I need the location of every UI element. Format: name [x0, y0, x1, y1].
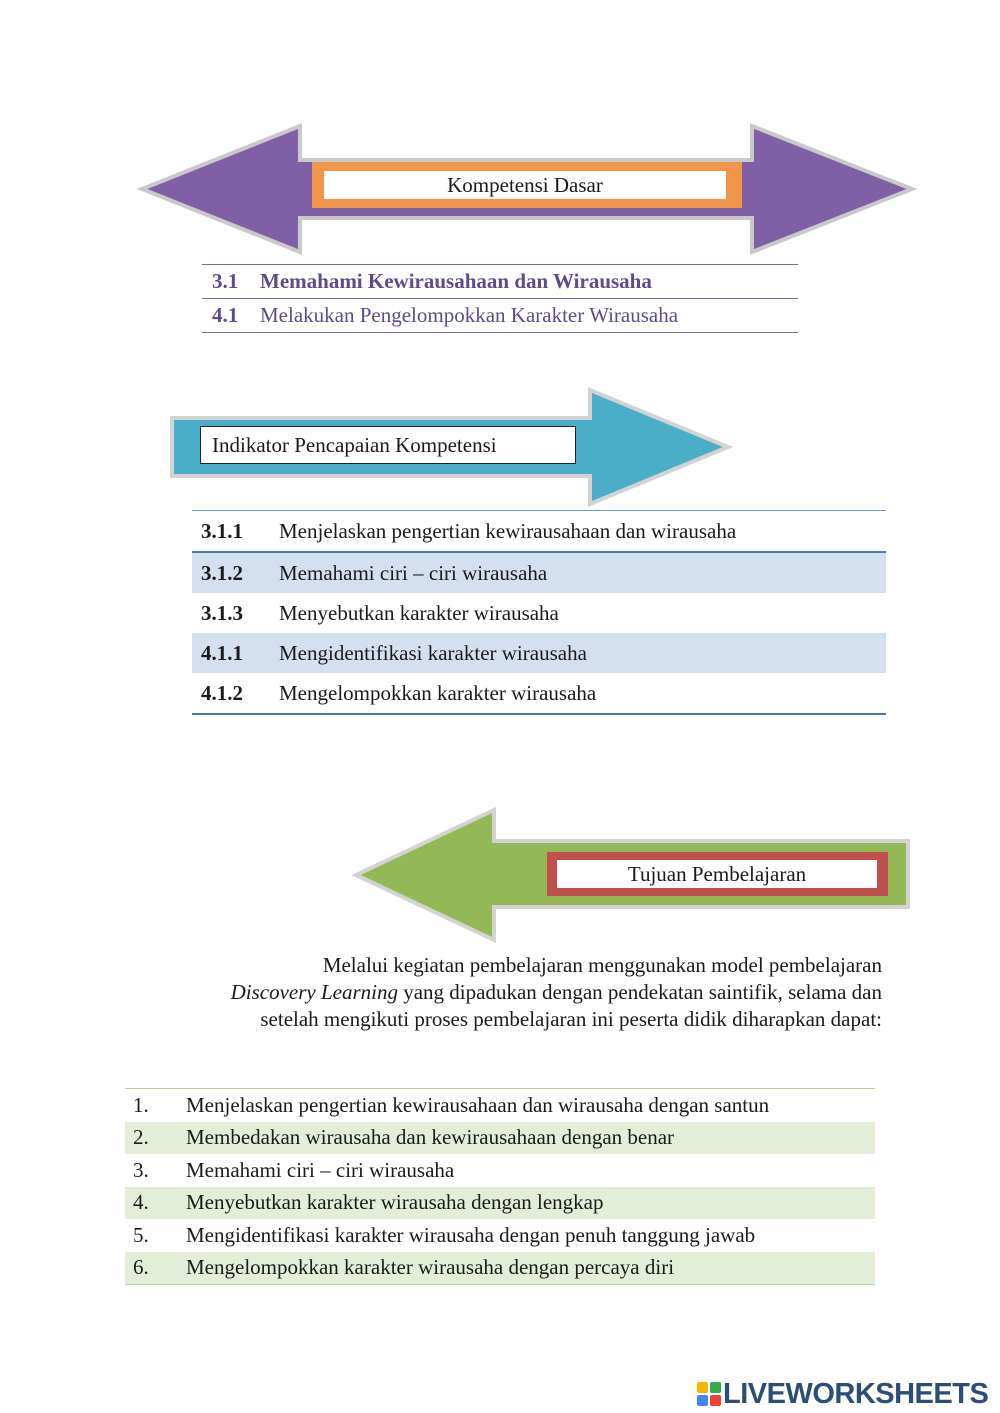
indikator-text: Mengidentifikasi karakter wirausaha: [279, 633, 886, 673]
kompetensi-dasar-table: [202, 264, 798, 333]
tujuan-number: 3.: [133, 1157, 149, 1182]
kompetensi-dasar-title: Kompetensi Dasar: [324, 171, 726, 199]
table-row: [202, 299, 798, 333]
tujuan-title: Tujuan Pembelajaran: [557, 860, 877, 888]
indikator-text: Memahami ciri – ciri wirausaha: [279, 552, 886, 593]
indikator-number: 3.1.2: [192, 552, 279, 593]
table-row: [125, 1252, 875, 1285]
tujuan-text: Mengidentifikasi karakter wirausaha dengan penuh tanggung jawab: [186, 1222, 756, 1247]
liveworksheets-logo-text: LIVEWORKSHEETS: [723, 1377, 989, 1410]
table-row: [125, 1219, 875, 1252]
table-row: [125, 1089, 875, 1122]
table-row: [192, 593, 886, 633]
tujuan-table: [125, 1088, 875, 1285]
tujuan-number: 4.: [125, 1187, 186, 1220]
tujuan-text: Memahami ciri – ciri wirausaha: [186, 1157, 455, 1182]
indikator-text: Menjelaskan pengertian kewirausahaan dan wirausaha: [279, 511, 886, 553]
tujuan-number: 5.: [133, 1222, 149, 1247]
indikator-text: Mengelompokkan karakter wirausaha: [279, 673, 886, 714]
kd-text: Memahami Kewirausahaan dan Wirausaha: [250, 265, 798, 299]
table-row: [192, 633, 886, 673]
tujuan-number: 1.: [125, 1089, 186, 1122]
tujuan-intro-rest: yang dipadukan dengan pendekatan saintifik, selama dan setelah mengikuti proses pembelajaran ini peserta didik diharapkan dapat:: [260, 980, 882, 1031]
indikator-table: [192, 510, 886, 715]
indikator-number: 3.1.3: [201, 600, 243, 625]
indikator-number: 3.1.1: [192, 511, 279, 553]
table-row: [192, 552, 886, 593]
tujuan-intro: [190, 952, 882, 1033]
tujuan-number: 2.: [125, 1122, 186, 1155]
tujuan-text: Mengelompokkan karakter wirausaha dengan percaya diri: [186, 1252, 875, 1285]
tujuan-text: Menjelaskan pengertian kewirausahaan dan wirausaha dengan santun: [186, 1089, 875, 1122]
table-row: [125, 1122, 875, 1155]
tujuan-intro-line-1: Melalui kegiatan pembelajaran menggunakan model pembelajaran: [322, 953, 882, 977]
tujuan-intro-italic: Discovery Learning: [230, 980, 398, 1004]
indikator-title: Indikator Pencapaian Kompetensi: [200, 426, 576, 464]
kd-number: 4.1: [202, 299, 250, 333]
indikator-number: 4.1.2: [192, 673, 279, 714]
table-row: [125, 1154, 875, 1187]
tujuan-number: 6.: [125, 1252, 186, 1285]
table-row: [192, 673, 886, 714]
table-row: [192, 511, 886, 553]
liveworksheets-logo[interactable]: [697, 1378, 988, 1410]
kd-number: 3.1: [202, 265, 250, 299]
liveworksheets-logo-icon: [697, 1382, 721, 1406]
table-row: [202, 265, 798, 299]
table-row: [125, 1187, 875, 1220]
indikator-number: 4.1.1: [192, 633, 279, 673]
tujuan-text: Membedakan wirausaha dan kewirausahaan dengan benar: [186, 1122, 875, 1155]
kd-text: Melakukan Pengelompokkan Karakter Wirausaha: [250, 299, 798, 333]
tujuan-text: Menyebutkan karakter wirausaha dengan lengkap: [186, 1187, 875, 1220]
indikator-text: Menyebutkan karakter wirausaha: [279, 600, 559, 625]
